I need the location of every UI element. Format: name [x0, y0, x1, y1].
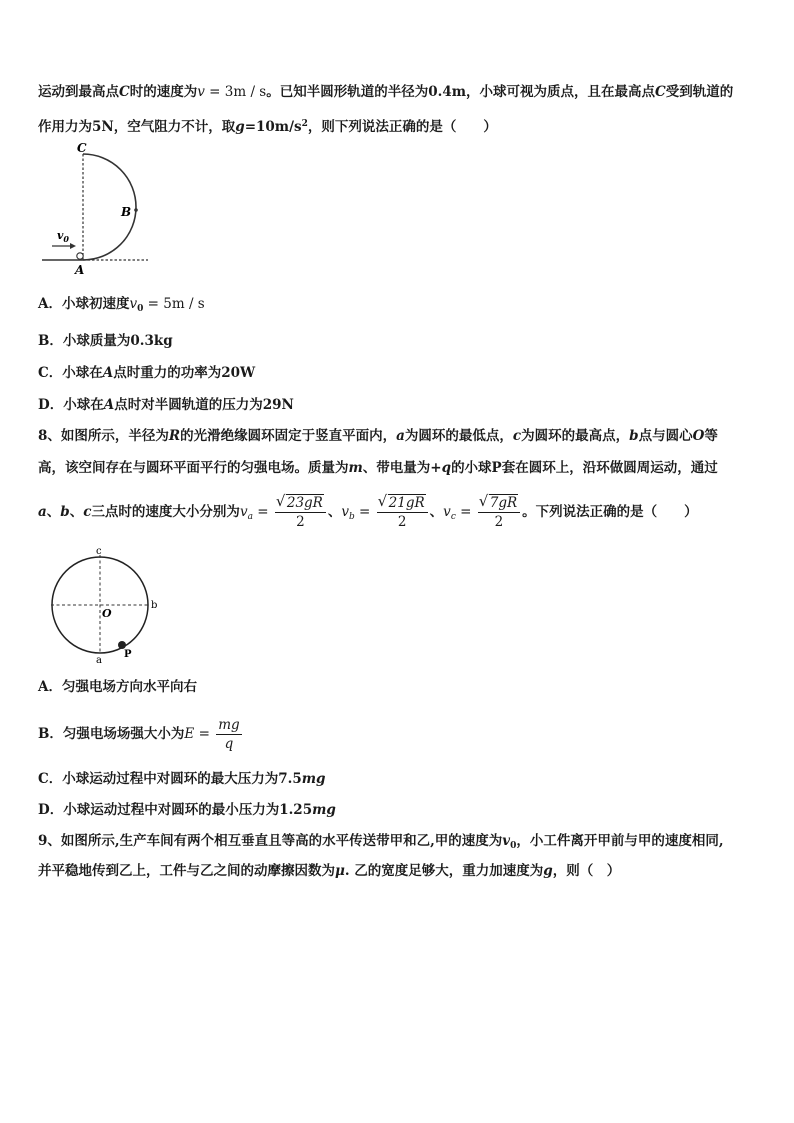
point-label: b — [629, 428, 639, 444]
label-a: a — [96, 655, 102, 666]
denominator: 2 — [296, 514, 305, 530]
text: 9、如图所示,生产车间有两个相互垂直且等高的水平传送带甲和乙,甲的速度为 — [38, 833, 503, 849]
math-symbol: mg — [312, 802, 336, 818]
text: 8、如图所示，半径为 — [38, 428, 169, 444]
q8-option-d — [38, 800, 756, 820]
denominator: q — [224, 736, 234, 752]
math-symbol: g — [235, 119, 245, 135]
fraction-vb — [377, 494, 428, 531]
point-label: A — [103, 397, 115, 413]
point-label: O — [692, 428, 705, 444]
numerator: mg — [218, 717, 240, 733]
text: 高，该空间存在与圆环平面平行的匀强电场。质量为 — [38, 460, 349, 476]
text: 时的速度为 — [129, 84, 198, 100]
text: D．小球在 — [38, 397, 104, 413]
separator: 、 — [327, 504, 342, 520]
text: A．小球初速度 — [38, 296, 130, 312]
text: 的光滑绝缘圆环固定于竖直平面内， — [180, 428, 397, 444]
separator: 、 — [429, 504, 444, 520]
math-symbol: E — [184, 726, 195, 742]
label-v-sub: 0 — [63, 234, 69, 244]
q8-option-b — [38, 714, 756, 754]
subscript: 0 — [510, 841, 517, 851]
label-o: O — [102, 607, 112, 620]
q8-stem-line-3 — [38, 492, 756, 537]
math-symbol: mg — [301, 771, 326, 787]
point-label: C — [655, 84, 666, 100]
text: =10m/s — [244, 119, 302, 135]
superscript: 2 — [301, 119, 308, 129]
q9-stem-line-2 — [38, 861, 756, 881]
subscript: 0 — [137, 304, 144, 314]
q9-stem-line-1 — [38, 831, 756, 856]
math-symbol: v — [341, 504, 349, 520]
text: 、 — [46, 504, 61, 520]
math-value: = 3m / s — [204, 84, 267, 100]
text: 的小球P套在圆环上，沿环做圆周运动，通过 — [451, 460, 718, 476]
equals: = — [194, 726, 215, 742]
radicand: 7gR — [489, 495, 518, 511]
radicand: 21gR — [388, 495, 425, 511]
label-b: b — [151, 600, 158, 611]
point-label: c — [83, 504, 92, 520]
label-v0 — [57, 229, 69, 244]
denominator: 2 — [494, 514, 504, 530]
text: D．小球运动过程中对圆环的最小压力为1.25 — [38, 802, 313, 818]
point-label: c — [512, 428, 522, 444]
q8-stem-line-2 — [38, 458, 756, 478]
equals: = — [455, 504, 476, 520]
math-symbol: μ — [335, 863, 345, 879]
text: C．小球在 — [38, 365, 103, 381]
math-symbol: v — [197, 84, 205, 100]
label-b: B — [121, 205, 132, 219]
text: 。下列说法正确的是（ ） — [522, 504, 698, 520]
radicand: 23gR — [286, 495, 323, 511]
fraction-vc — [478, 494, 520, 531]
text: 作用力为5N，空气阻力不计，取 — [38, 119, 236, 135]
math-symbol: R — [168, 428, 181, 444]
q7-stem-line-2 — [38, 114, 756, 137]
text: 三点时的速度大小分别为 — [91, 504, 240, 520]
label-v: v — [57, 229, 64, 242]
text: 点时重力的功率为20W — [113, 365, 256, 381]
label-a: A — [75, 263, 85, 277]
text: 为圆环的最低点， — [404, 428, 513, 444]
math-symbol: v — [443, 504, 451, 520]
point-label: A — [102, 365, 114, 381]
text: 运动到最高点 — [38, 84, 119, 100]
text: 并平稳地传到乙上，工件与乙之间的动摩擦因数为 — [38, 863, 335, 879]
text: 、 — [69, 504, 84, 520]
q8-stem-line-1 — [38, 426, 756, 446]
fraction-e — [216, 716, 241, 753]
math-symbol: v — [129, 296, 138, 312]
q8-figure — [45, 546, 170, 666]
q8-option-c — [38, 769, 756, 789]
text: A．匀强电场方向水平向右 — [38, 679, 197, 695]
ball — [77, 253, 83, 259]
text: B．小球质量为0.3kg — [38, 333, 173, 349]
math-symbol: q — [441, 460, 452, 476]
math-symbol: v — [502, 833, 511, 849]
text: B．匀强电场场强大小为 — [38, 726, 185, 742]
text: . 乙的宽度足够大，重力加速度为 — [344, 863, 544, 879]
arrow-head-icon — [70, 243, 76, 249]
q7-option-b — [38, 331, 756, 351]
point-label: b — [60, 504, 70, 520]
text: C．小球运动过程中对圆环的最大压力为7.5 — [38, 771, 302, 787]
text: 。已知半圆形轨道的半径为0.4m，小球可视为质点，且在最高点 — [266, 84, 656, 100]
text: 、带电量为+ — [362, 460, 442, 476]
text: 受到轨道的 — [665, 84, 734, 100]
text: 为圆环的最高点， — [521, 428, 630, 444]
text: 等 — [704, 428, 718, 444]
subscript: b — [349, 512, 355, 522]
q7-option-d — [38, 395, 756, 415]
text: 点时对半圆轨道的压力为29N — [114, 397, 294, 413]
equals: = — [354, 504, 375, 520]
fraction-va — [275, 494, 326, 531]
text: ，小工件离开甲前与甲的速度相同, — [516, 833, 724, 849]
point-label: a — [38, 504, 47, 520]
text: 点与圆心 — [638, 428, 693, 444]
math-value: = 5m / s — [143, 296, 205, 312]
text: ，则（ ） — [552, 863, 621, 879]
q7-option-c — [38, 363, 756, 383]
equals: = — [252, 504, 273, 520]
point-label: a — [396, 428, 405, 444]
text: ，则下列说法正确的是（ ） — [307, 119, 497, 135]
math-symbol: m — [348, 460, 363, 476]
q7-option-a — [38, 294, 756, 319]
q7-stem-line-1 — [38, 82, 756, 102]
label-c: c — [96, 546, 102, 557]
denominator: 2 — [397, 514, 407, 530]
math-symbol: v — [239, 504, 248, 520]
point-b-dot — [134, 208, 138, 212]
subscript: a — [247, 512, 253, 522]
math-symbol: g — [543, 863, 553, 879]
q7-figure — [38, 140, 168, 280]
q8-option-a — [38, 677, 756, 697]
point-label: C — [119, 84, 130, 100]
label-p: P — [124, 649, 132, 660]
label-c: C — [77, 141, 87, 155]
ball-p — [118, 641, 126, 649]
subscript: c — [450, 512, 456, 522]
